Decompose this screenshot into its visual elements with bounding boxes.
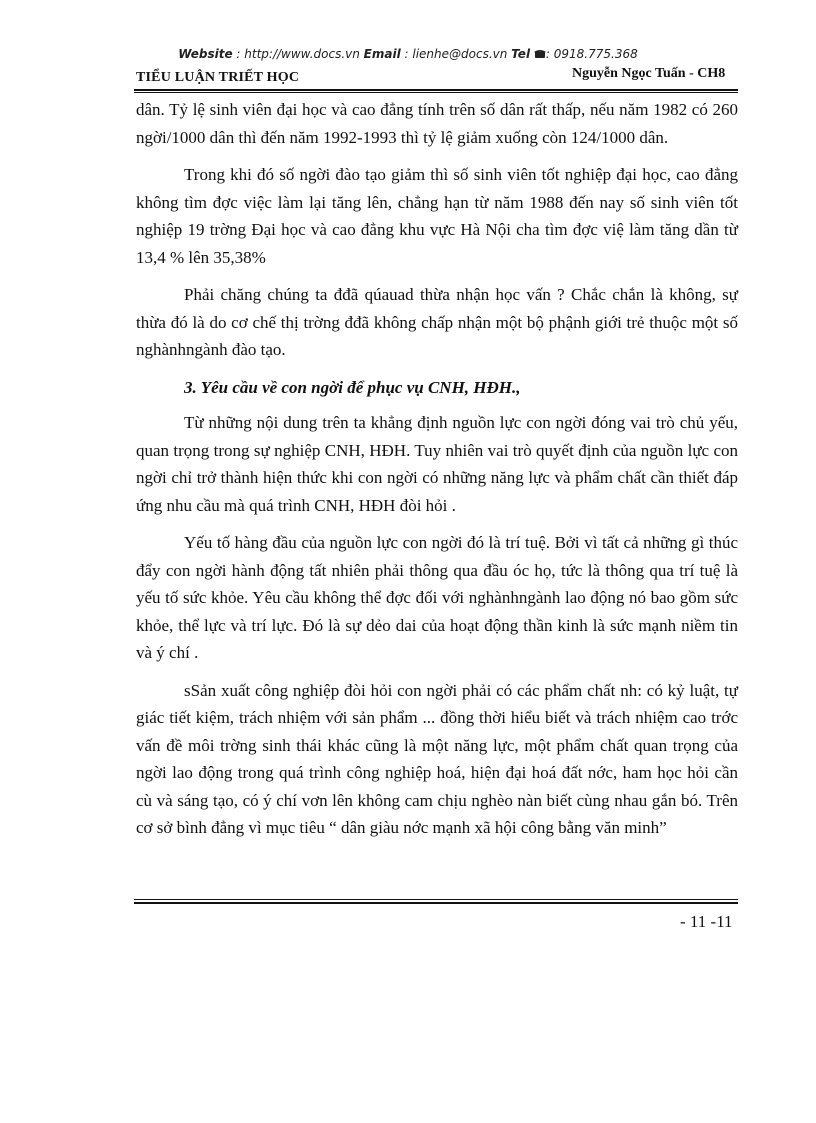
- email-address: : lienhe@docs.vn: [400, 47, 512, 61]
- footer-divider-thin: [134, 899, 738, 900]
- email-label: Email: [363, 47, 401, 61]
- section-heading: 3. Yêu cầu về con ngời để phục vụ CNH, HĐH.,: [184, 377, 521, 397]
- phone-icon: [534, 47, 546, 61]
- tel-number: : 0918.775.368: [545, 47, 638, 61]
- paragraph-4: Từ những nội dung trên ta khẳng định nguồn lực con ngời đóng vai trò chủ yếu, quan trọng trong sự nghiệp CNH, HĐH. Tuy nhiên vai trò quyết định của nguồn lực con ngời chỉ trở thành hiện thức khi con ngời có những năng lực và phẩm chất cần thiết đáp ứng nhu cầu mà quá trình CNH, HĐH đòi hỏi .: [136, 413, 738, 515]
- author-class: - CH8: [685, 66, 726, 81]
- footer-divider: [134, 902, 738, 904]
- website-url: : http://www.docs.vn: [232, 47, 364, 61]
- header-divider-thin: [134, 92, 738, 93]
- author-name-text: Nguyễn Ngọc Tuấn: [572, 66, 686, 81]
- author-name: [572, 66, 725, 82]
- website-label: Website: [178, 47, 233, 61]
- document-body: [136, 96, 738, 852]
- paragraph-5: Yếu tố hàng đầu của nguồn lực con ngời đó là trí tuệ. Bởi vì tất cả những gì thúc đẩy con ngời hành động tất nhiên phải thông qua đầu óc họ, tức là thông qua trí tuệ là yếu tố sức khỏe. Yêu cầu không thể đợc đối với nghànhngành lao động nó bao gồm sức khỏe, thể lực và trí lực. Đó là sự dẻo dai của hoạt động thần kinh là sức mạnh niềm tin và ý chí .: [136, 533, 738, 662]
- paragraph-3: Phải chăng chúng ta đđã qúauad thừa nhận học vấn ? Chắc chắn là không, sự thừa đó là do cơ chế thị trờng đđã không chấp nhận một bộ phậnh giới trẻ thuộc một số nghànhngành đào tạo.: [136, 285, 738, 359]
- website-header-line: [0, 47, 816, 61]
- tel-label: Tel: [511, 47, 531, 61]
- paragraph-1: dân. Tỷ lệ sinh viên đại học và cao đẳng tính trên số dân rất thấp, nếu năm 1982 có 260 ngời/1000 dân thì đến năm 1992-1993 thì tỷ lệ giảm xuống còn 124/1000 dân.: [136, 100, 738, 147]
- document-title: TIỂU LUẬN TRIẾT HỌC: [136, 70, 300, 85]
- paragraph-6: sSản xuất công nghiệp đòi hỏi con ngời phải có các phẩm chất nh: có kỷ luật, tự giác tiết kiệm, trách nhiệm với sản phẩm ... đồng thời hiểu biết và trách nhiệm cao trớc vấn đề môi trờng sinh thái khác cũng là một năng lực, một phẩm chất quan trọng của ngời lao động trong quá trình công nghiệp hoá, hiện đại hoá đất nớc, ham học hỏi cần cù và sáng tạo, có ý chí vơn lên không cam chịu nghèo nàn biết cùng nhau gắn bó. Trên cơ sở bình đẳng vì mục tiêu “ dân giàu nớc mạnh xã hội công bằng văn minh”: [136, 680, 738, 837]
- header-divider: [134, 89, 738, 91]
- page-number: - 11 -11: [680, 912, 733, 931]
- paragraph-2: Trong khi đó số ngời đào tạo giảm thì số sinh viên tốt nghiệp đại học, cao đẳng không tìm đợc việc làm lại tăng lên, chẳng hạn từ năm 1988 đến nay số sinh viên tốt nghiệp 19 trờng Đại học và cao đẳng khu vực Hà Nội cha tìm đợc việ làm tăng dần từ 13,4 % lên 35,38%: [136, 165, 738, 267]
